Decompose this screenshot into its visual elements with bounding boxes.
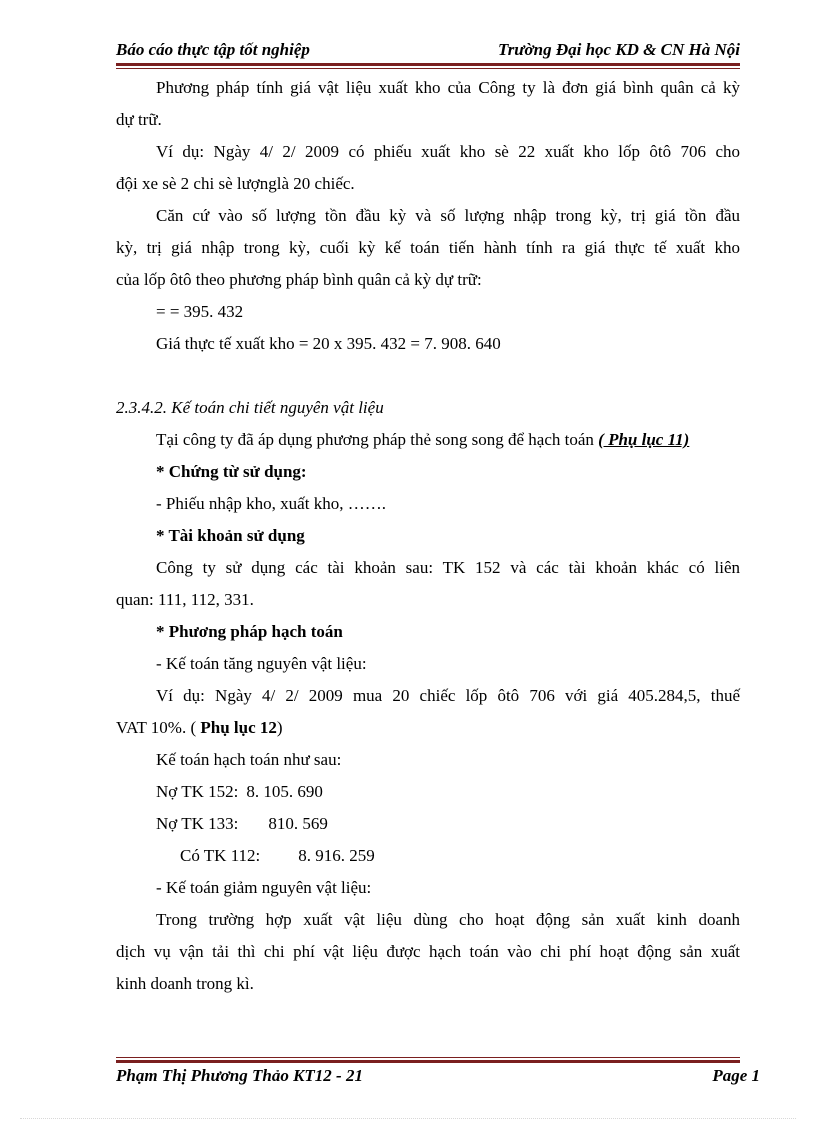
paragraph-text: ) [276, 718, 283, 737]
paragraph-text: Tại công ty đã áp dụng phương pháp thẻ song song để hạch toán [156, 430, 594, 449]
paragraph-line: Căn cứ vào số lượng tồn đầu kỳ và số lượng nhập trong kỳ, trị giá tồn đầu [156, 206, 740, 225]
paragraph-line: quan: 111, 112, 331. [116, 590, 254, 609]
appendix-reference: Phụ lục 12 [200, 718, 277, 737]
journal-entry [116, 776, 740, 808]
footer-author: Phạm Thị Phương Thảo KT12 - 21 [116, 1066, 363, 1085]
subsection-title: * Tài khoản sử dụng [156, 526, 305, 545]
page-header [116, 40, 740, 62]
equation-line: = = 395. 432 [156, 302, 244, 321]
appendix-reference: ( Phụ lục 11) [598, 430, 690, 449]
footer-rule [116, 1057, 740, 1063]
paragraph-line: kinh doanh trong kì. [116, 974, 254, 993]
paragraph-line: Ví dụ: Ngày 4/ 2/ 2009 mua 20 chiếc lốp ôtô 706 với giá 405.284,5, thuế [156, 686, 740, 705]
paragraph-line: Kế toán hạch toán như sau: [156, 750, 342, 769]
paragraph-line: Ví dụ: Ngày 4/ 2/ 2009 có phiếu xuất kho sè 22 xuất kho lốp ôtô 706 cho [156, 142, 740, 161]
equation-line: Giá thực tế xuất kho = 20 x 395. 432 = 7. 908. 640 [156, 334, 501, 353]
paragraph-line: Phương pháp tính giá vật liệu xuất kho của Công ty là đơn giá bình quân cả kỳ [156, 78, 740, 97]
paragraph-line [116, 424, 740, 456]
paragraph-line [116, 712, 740, 744]
paragraph-line: của lốp ôtô theo phương pháp bình quân cả kỳ dự trữ: [116, 270, 482, 289]
journal-entry [116, 840, 740, 872]
list-item: - Kế toán tăng nguyên vật liệu: [156, 654, 367, 673]
entry-label: Có TK 112: [180, 846, 261, 865]
page-footer [116, 1066, 760, 1090]
page-number: Page 1 [712, 1066, 760, 1085]
subsection-title: * Phương pháp hạch toán [156, 622, 343, 641]
paragraph-line: Công ty sử dụng các tài khoản sau: TK 152 và các tài khoản khác có liên [156, 558, 740, 577]
section-heading: 2.3.4.2. Kế toán chi tiết nguyên vật liệu [116, 398, 384, 417]
paragraph-line: dự trữ. [116, 110, 162, 129]
entry-value: 8. 105. 690 [246, 782, 323, 801]
entry-value: 8. 916. 259 [298, 846, 375, 865]
entry-value: 810. 569 [268, 814, 328, 833]
entry-label: Nợ TK 133: [156, 814, 239, 833]
journal-entry [116, 808, 740, 840]
list-item: - Phiếu nhập kho, xuất kho, ……. [156, 494, 386, 513]
paragraph-line: dịch vụ vận tải thì chi phí vật liệu được hạch toán vào chi phí hoạt động sản xuất [116, 942, 740, 961]
header-report-title: Báo cáo thực tập tốt nghiệp [116, 40, 310, 59]
document-body [116, 72, 740, 1000]
subsection-title: * Chứng từ sử dụng: [156, 462, 307, 481]
paragraph-line: kỳ, trị giá nhập trong kỳ, cuối kỳ kế toán tiến hành tính ra giá thực tế xuất kho [116, 238, 740, 257]
paragraph-line: Trong trường hợp xuất vật liệu dùng cho hoạt động sản xuất kinh doanh [156, 910, 740, 929]
header-university: Trường Đại học KD & CN Hà Nội [497, 40, 740, 59]
paragraph-text: VAT 10%. ( [116, 718, 197, 737]
paragraph-line: đội xe sè 2 chi sè lượnglà 20 chiếc. [116, 174, 355, 193]
header-rule [116, 63, 740, 69]
list-item: - Kế toán giảm nguyên vật liệu: [156, 878, 372, 897]
page-edge-divider [20, 1118, 796, 1119]
entry-label: Nợ TK 152: [156, 782, 239, 801]
